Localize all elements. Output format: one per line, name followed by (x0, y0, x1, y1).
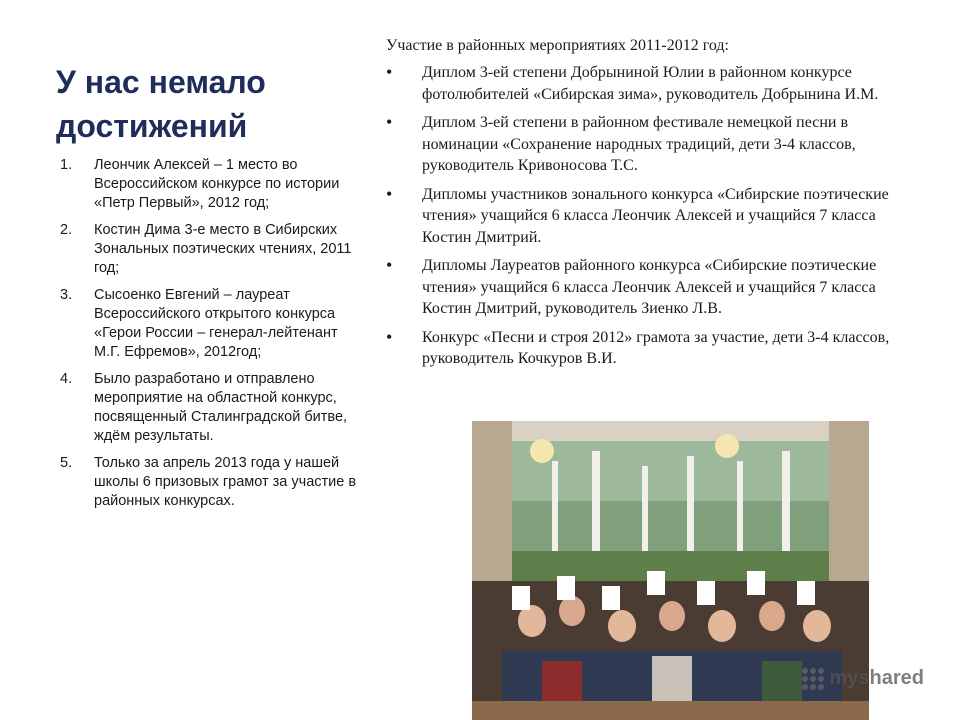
list-item-text: Дипломы участников зонального конкурса «Сибирские поэтические чтения» учащийся 6 класса Леончик Алексей и учащийся 7 класса Костин Дмитрий. (422, 185, 889, 246)
list-item (386, 327, 916, 370)
events-heading: Участие в районных мероприятиях 2011-2012 год: (386, 37, 729, 54)
list-item-text: Леончик Алексей – 1 место во Всероссийском конкурсе по истории «Петр Первый», 2012 год; (94, 157, 340, 211)
list-item-number: 1. (60, 157, 73, 173)
list-item-text: Было разработано и отправлено мероприятие на областной конкурс, посвященный Сталинградской битве, ждём результаты. (94, 371, 348, 444)
watermark-dots-icon (802, 668, 824, 690)
list-item-number: 3. (60, 287, 73, 303)
list-item-number: 2. (60, 222, 73, 238)
slide-title: У нас немало достижений (56, 64, 266, 144)
achievements-list (60, 156, 360, 519)
list-item-text: Сысоенко Евгений – лауреат Всероссийского открытого конкурса «Герои России – генерал-лейтенант М.Г. Ефремов», 2012год; (94, 287, 338, 360)
list-item (386, 184, 916, 249)
bullet-icon: • (386, 326, 393, 347)
watermark (802, 667, 925, 690)
list-item-text: Только за апрель 2013 года у нашей школы 6 призовых грамот за участие в районных конкурсах. (94, 455, 357, 509)
list-item (60, 454, 360, 511)
list-item (60, 370, 360, 446)
list-item (386, 62, 916, 105)
list-item (386, 112, 916, 177)
bullet-icon: • (386, 183, 393, 204)
list-item-number: 5. (60, 455, 73, 471)
list-item (386, 255, 916, 320)
list-item-number: 4. (60, 371, 73, 387)
list-item-text: Конкурс «Песни и строя 2012» грамота за участие, дети 3-4 классов, руководитель Кочкуров В.И. (422, 328, 890, 367)
watermark-text: myshared (829, 667, 924, 689)
list-item-text: Костин Дима 3-е место в Сибирских Зональных поэтических чтениях, 2011 год; (94, 222, 352, 276)
bullet-icon: • (386, 255, 393, 275)
list-item (60, 286, 360, 362)
list-item-text: Дипломы Лауреатов районного конкурса «Сибирские поэтические чтения» учащийся 6 класса Леончик Алексей и учащийся 7 класса Костин Дмитрий, руководитель Зиенко Л.В. (422, 257, 877, 317)
events-list (386, 62, 916, 377)
bullet-icon: • (386, 112, 393, 132)
list-item-text: Диплом 3-ей степени Добрыниной Юлии в районном конкурсе фотолюбителей «Сибирская зима», руководитель Добрынина И.М. (422, 64, 879, 103)
list-item (60, 156, 360, 213)
bullet-icon: • (386, 62, 393, 82)
list-item (60, 221, 360, 278)
list-item-text: Диплом 3-ей степени в районном фестивале немецкой песни в номинации «Сохранение народных традиций, дети 3-4 классов, руководитель Кривоносова Т.С. (422, 114, 856, 174)
